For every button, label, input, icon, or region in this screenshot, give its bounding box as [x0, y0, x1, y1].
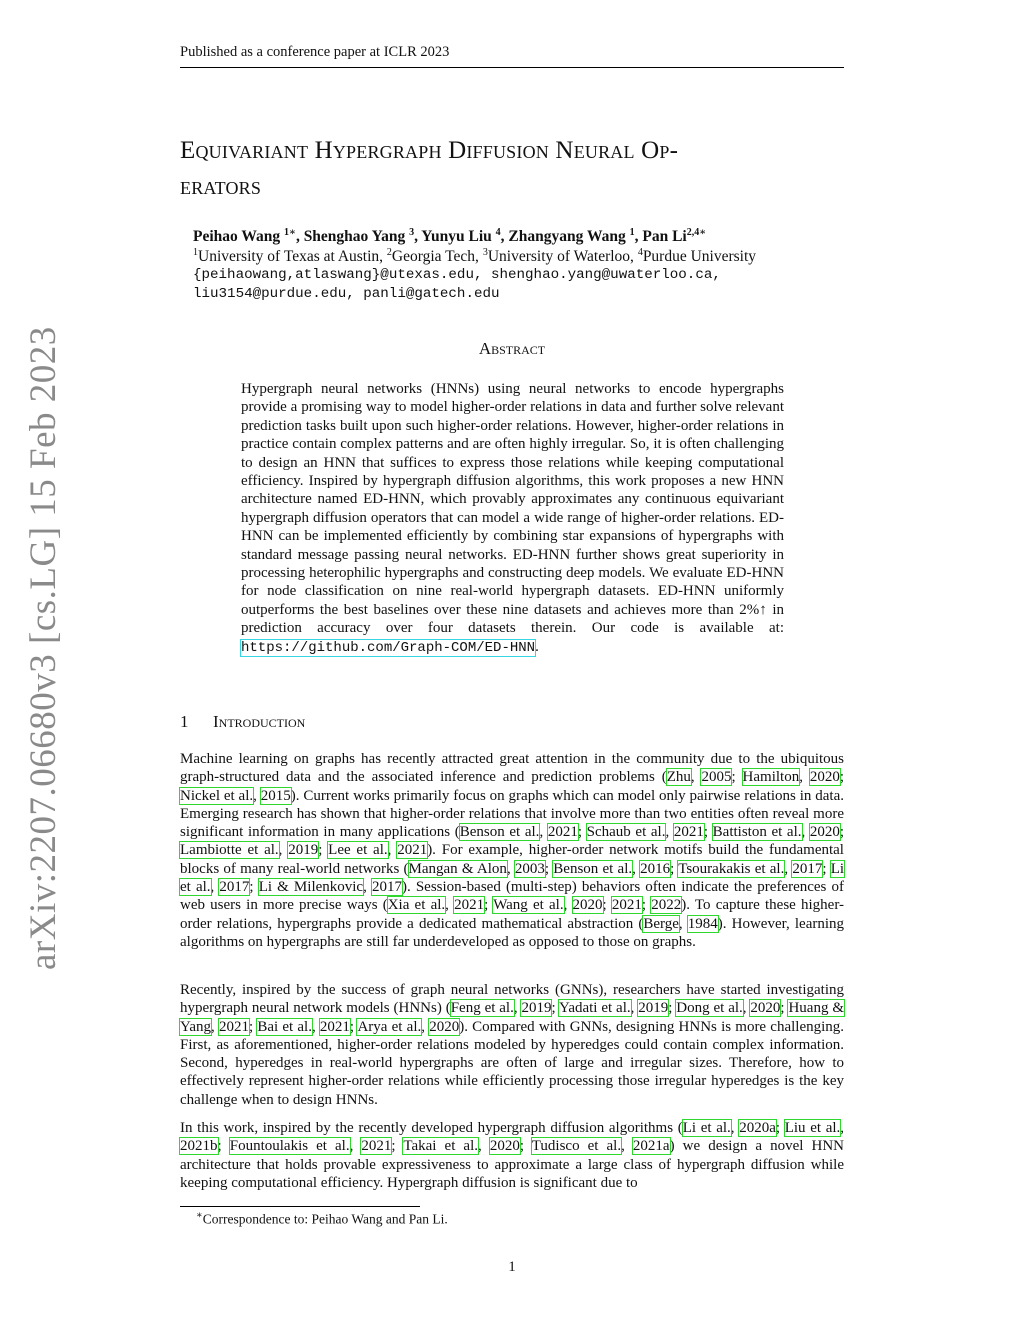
citation-link[interactable]: 2021 [218, 1018, 249, 1035]
citation-link[interactable]: Berge [643, 915, 679, 932]
citation-link[interactable]: 2021 [673, 824, 704, 841]
author-affil-mark: 2,4∗ [686, 227, 707, 238]
citation-link[interactable]: Liu et al. [784, 1120, 841, 1136]
running-header: Published as a conference paper at ICLR 2023 [180, 44, 844, 68]
citation-link[interactable]: Feng et al. [450, 1000, 514, 1017]
affiliation: Purdue University [642, 248, 757, 266]
citation-link[interactable]: Tudisco et al. [531, 1138, 622, 1155]
citation-link[interactable]: 2016 [640, 860, 671, 877]
citation-link[interactable]: 2019 [521, 1000, 552, 1017]
author-affil-mark: 1∗ [284, 227, 296, 238]
citation-link[interactable]: 2021 [454, 897, 485, 914]
citation-link[interactable]: 2020 [572, 897, 603, 914]
abstract-text: Hypergraph neural networks (HNNs) using neural networks to encode hypergraphs provide a promising way to model higher-order relations in data and further solve relevant prediction tasks built upon such higher-order relations. However, higher-order relations in practice contain complex patterns and are often highly irregular. So, it is often challenging to design an HNN that suffices to express those relations while keeping computational efficiency. Inspired by hypergraph diffusion algorithms, this work proposes a new HNN architecture named ED-HNN, which provably approximates any continuous equivariant hypergraph diffusion operators that can model a wide range of higher-order relations. ED-HNN can be implemented efficiently by combining star expansions of hypergraphs with standard message passing neural networks. ED-HNN further shows great superiority in processing heterophilic hypergraphs and constructing deep models. We evaluate ED-HNN for node classification on nine real-world hypergraph datasets. ED-HNN uniformly outperforms the best baselines over these nine datasets and achieves more than 2%↑ in prediction accuracy over four datasets therein. Our code is available at: [241, 381, 784, 637]
citation-link[interactable]: 2021 [319, 1018, 350, 1035]
author-name: Peihao Wang [193, 228, 281, 246]
emails-line-1: {peihaowang,atlaswang}@utexas.edu, shenghao.yang@uwaterloo.ca, [193, 267, 721, 283]
emails-line-2: liu3154@purdue.edu, panli@gatech.edu [193, 286, 500, 302]
citation-link[interactable]: Mangan & Alon [408, 860, 507, 877]
intro-paragraph-1: Machine learning on graphs has recently attracted great attention in the community due to the ubiquitous graph-structured data and the associated inference and prediction problems (Zhu, 2005; Hamilton, 2020; Nickel et al., 2015). Current works primarily focus on graphs which can model only pairwise relations in data. Emerging research has shown that higher-order relations that involve more than two entities often reveal more significant information in many applications (Benson et al., 2021; Schaub et al., 2021; Battiston et al., 2020; Lambiotte et al., 2019; Lee et al., 2021). For example, higher-order network motifs build the fundamental blocks of many real-world networks (Mangan & Alon, 2003; Benson et al., 2016; Tsourakakis et al., 2017; Li et al., 2017; Li & Milenkovic, 2017). Session-based (multi-step) behaviors often indicate the preferences of web users in more precise ways (Xia et al., 2021; Wang et al., 2020; 2021; 2022). To capture these higher-order relations, hypergraphs provide a dedicated mathematical abstraction (Berge, 1984). However, learning algorithms on hypergraphs are still far underdeveloped as opposed to those on graphs. [180, 751, 845, 950]
section-number: 1 [180, 712, 189, 731]
citation-link[interactable]: Benson et al. [459, 824, 540, 841]
citation-link[interactable]: 2020 [809, 824, 840, 841]
author-affil-mark: 3 [409, 227, 415, 238]
affil-mark: 4 [637, 247, 643, 258]
citation-link[interactable]: 2021 [611, 897, 642, 914]
arxiv-sidebar-stamp: arXiv:2207.06680v3 [cs.LG] 15 Feb 2023 [23, 326, 64, 970]
abstract-body [241, 380, 784, 657]
citation-link[interactable]: 2015 [260, 787, 291, 804]
citation-link[interactable]: 2021 [361, 1138, 392, 1155]
citation-link[interactable]: 2019 [638, 1000, 669, 1017]
citation-link[interactable]: Takai et al. [403, 1138, 478, 1155]
citation-link[interactable]: 2005 [701, 769, 732, 786]
citation-link[interactable]: 2017 [371, 879, 402, 896]
paper-title [180, 133, 844, 205]
intro-paragraph-2: Recently, inspired by the success of graph neural networks (GNNs), researchers have started investigating hypergraph neural network models (HNNs) (Feng et al., 2019; Yadati et al., 2019; Dong et al., 2020; Huang & Yang, 2021; Bai et al., 2021; Arya et al., 2020). Compared with GNNs, designing HNNs is more challenging. First, as aforementioned, higher-order relations modeled by hyperedges could contain complex information. Second, hyperedges in real-world hypergraphs are often of large and irregular sizes. Therefore, how to effectively represent higher-order relations while efficiently processing those irregular hyperedges is the key challenge when to design HNNs. [180, 982, 845, 1108]
title-line-1: Equivariant Hypergraph Diffusion Neural Op- [180, 137, 679, 164]
footnote [196, 1210, 448, 1228]
citation-link[interactable]: 2021 [397, 842, 428, 859]
citation-link[interactable]: 2021b [180, 1138, 218, 1155]
citation-link[interactable]: 2017 [792, 860, 823, 877]
footnote-rule [180, 1206, 420, 1207]
title-line-2: erators [180, 173, 262, 200]
citation-link[interactable]: Li & Milenkovic [258, 879, 364, 896]
citation-link[interactable]: 2003 [514, 860, 545, 877]
citation-link[interactable]: Li et al. [682, 1120, 731, 1136]
abstract-heading: Abstract [478, 339, 546, 358]
citation-link[interactable]: 2020 [489, 1138, 520, 1155]
citation-link[interactable]: Yadati et al. [558, 1000, 631, 1017]
author-affil-mark: 4 [495, 227, 501, 238]
author-name: Zhangyang Wang [508, 228, 626, 246]
affiliation: University of Texas at Austin, [198, 248, 387, 266]
author-affil-mark: 1 [629, 227, 635, 238]
citation-link[interactable]: 2021a [632, 1138, 670, 1155]
affiliation: University of Waterloo, [487, 248, 638, 266]
citation-link[interactable]: 2022 [651, 897, 682, 914]
citation-link[interactable]: Lambiotte et al. [180, 842, 279, 859]
citation-link[interactable]: 1984 [687, 915, 718, 932]
citation-link[interactable]: Huang & Yang [180, 1000, 844, 1035]
citation-link[interactable]: Li et al. [180, 860, 845, 896]
affil-mark: 1 [193, 247, 198, 258]
footnote-mark: ∗ [196, 1210, 203, 1221]
author-list: Peihao Wang $^{1∗}$, Shenghao Yang $^3$, Yunyu Liu $^4$, Zhangyang Wang $^1$, Pan $Li^{2,4∗}$ [193, 227, 707, 246]
author-name: Pan Li [642, 228, 687, 246]
citation-link[interactable]: 2017 [219, 879, 250, 896]
citation-link[interactable]: 2020 [809, 769, 840, 786]
citation-link[interactable]: Xia et al. [387, 897, 446, 914]
citation-link[interactable]: Tsourakakis et al. [678, 860, 785, 877]
citation-link[interactable]: Hamilton [742, 769, 800, 786]
code-link[interactable]: https://github.com/Graph-COM/ED-HNN [241, 639, 536, 656]
page-number: 1 [508, 1259, 516, 1275]
author-name: Shenghao Yang [303, 228, 406, 246]
citation-link[interactable]: Nickel et al. [180, 787, 254, 804]
citation-link[interactable]: Dong et al. [676, 1000, 743, 1017]
affiliations [193, 247, 844, 266]
citation-link[interactable]: Lee et al. [328, 842, 388, 859]
citation-link[interactable]: 2020 [750, 1000, 781, 1017]
citation-link[interactable]: Schaub et al. [586, 824, 666, 841]
citation-link[interactable]: Wang et al. [493, 897, 564, 914]
citation-link[interactable]: Arya et al. [357, 1018, 422, 1035]
citation-link[interactable]: Zhu [666, 769, 691, 786]
footnote-text: Correspondence to: Peihao Wang and Pan Li. [202, 1211, 448, 1227]
citation-link[interactable]: 2019 [288, 842, 319, 859]
citation-link[interactable]: Battiston et al. [712, 824, 802, 841]
author-name: Yunyu Liu [421, 228, 492, 246]
citation-link[interactable]: 2020 [429, 1018, 460, 1035]
section-title: Introduction [213, 712, 306, 731]
intro-paragraph-3: In this work, inspired by the recently developed hypergraph diffusion algorithms (Li et al., 2020a; Liu et al., 2021b; Fountoulakis et al., 2021; Takai et al., 2020; Tudisco et al., 2021a) we design a novel HNN architecture that holds provable expressiveness to approximate a large class of hypergraph diffusion while keeping computational efficiency. Hypergraph diffusion is significant due to [180, 1120, 845, 1191]
citation-link[interactable]: Bai et al. [257, 1018, 312, 1035]
abstract-end: . [535, 638, 539, 655]
affil-mark: 3 [482, 247, 488, 258]
citation-link[interactable]: 2020a [739, 1120, 776, 1136]
affiliation: Georgia Tech, [391, 248, 483, 266]
citation-link[interactable]: Fountoulakis et al. [229, 1138, 350, 1155]
citation-link[interactable]: Benson et al. [553, 860, 633, 877]
affil-mark: 2 [386, 247, 392, 258]
section-heading-introduction [180, 712, 844, 732]
citation-link[interactable]: 2021 [547, 824, 578, 841]
